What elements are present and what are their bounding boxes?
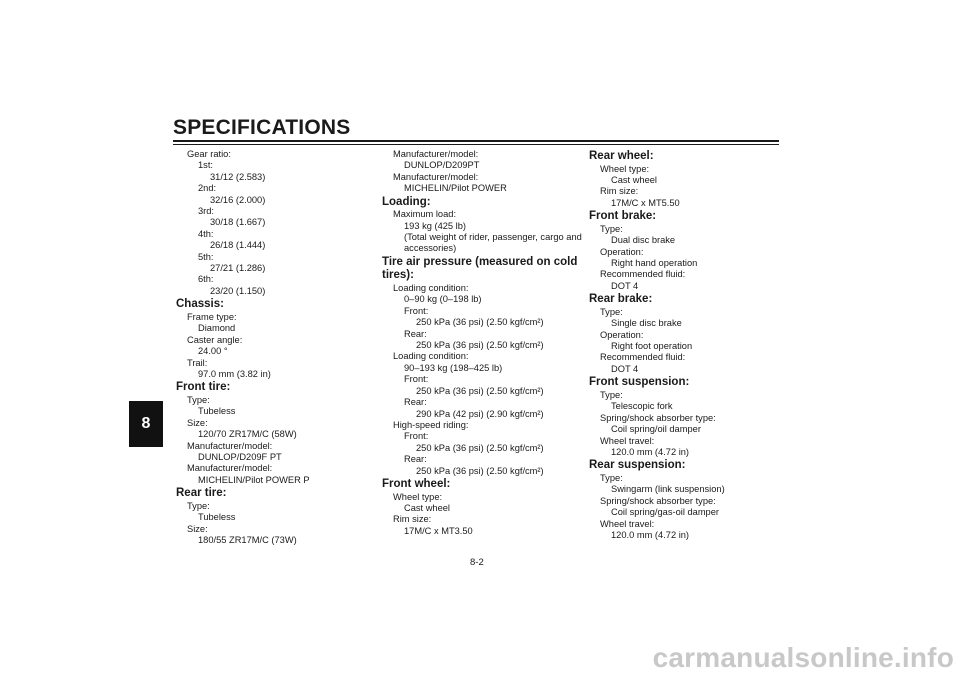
spec-column-2 [382,149,587,537]
spec-value: Front: [404,305,429,316]
spec-value: 1st: [198,160,213,171]
spec-label: Caster angle: [187,334,243,345]
title-rule-thin [173,144,779,145]
spec-value: Right foot operation [611,341,693,352]
spec-value: DOT 4 [611,363,639,374]
spec-value: Cast wheel [404,502,450,513]
section-heading: Tire air pressure (measured on cold tires): [382,255,578,282]
spec-label: Manufacturer/model: [187,440,273,451]
spec-value: Dual disc brake [611,235,676,246]
spec-label: Wheel travel: [600,435,655,446]
spec-value: DUNLOP/D209PT [404,160,480,171]
spec-label: Rim size: [600,186,639,197]
spec-value: 180/55 ZR17M/C (73W) [198,534,297,545]
spec-value: 97.0 mm (3.82 in) [198,368,271,379]
spec-label: Frame type: [187,311,237,322]
spec-value: Right hand operation [611,258,698,269]
spec-subvalue: 250 kPa (36 psi) (2.50 kgf/cm²) [416,317,544,328]
spec-value: 6th: [198,274,214,285]
spec-value: Front: [404,431,429,442]
spec-value: Rear: [404,454,427,465]
spec-subvalue: 27/21 (1.286) [210,263,266,274]
spec-value: 193 kg (425 lb) [404,220,467,231]
spec-label: Size: [187,523,208,534]
spec-label: Trail: [187,357,208,368]
spec-subvalue: 23/20 (1.150) [210,285,266,296]
spec-subvalue: 250 kPa (36 psi) (2.50 kgf/cm²) [416,465,544,476]
spec-label: Manufacturer/model: [187,463,273,474]
spec-subvalue: 31/12 (2.583) [210,171,266,182]
section-heading: Loading: [382,195,431,208]
spec-value: 24.00 ° [198,346,228,357]
spec-label: Type: [600,472,623,483]
spec-value: 0–90 kg (0–198 lb) [404,294,482,305]
spec-value: Telescopic fork [611,401,673,412]
spec-subvalue: 26/18 (1.444) [210,240,266,251]
watermark: carmanualsonline.info [652,642,954,673]
spec-label: Recommended fluid: [600,269,686,280]
spec-value: 5th: [198,251,214,262]
spec-value: 90–193 kg (198–425 lb) [404,362,503,373]
chapter-tab: 8 [129,401,163,447]
spec-value: Front: [404,374,429,385]
spec-value: DUNLOP/D209F PT [198,451,282,462]
spec-value: (Total weight of rider, passenger, cargo and accessories) [404,232,582,254]
spec-value: Single disc brake [611,318,682,329]
spec-value: 4th: [198,228,214,239]
spec-value: 120/70 ZR17M/C (58W) [198,429,297,440]
spec-label: Operation: [600,329,644,340]
section-heading: Rear tire: [176,487,227,500]
spec-value: 120.0 mm (4.72 in) [611,529,690,540]
spec-value: Swingarm (link suspension) [611,484,725,495]
section-heading: Front wheel: [382,477,451,490]
spec-column-3 [589,149,789,541]
spec-subvalue: 290 kPa (42 psi) (2.90 kgf/cm²) [416,408,544,419]
spec-label: Spring/shock absorber type: [600,495,716,506]
spec-value: Rear: [404,397,427,408]
spec-label: Loading condition: [393,351,469,362]
spec-label: Gear ratio: [187,149,231,159]
spec-label: Type: [600,223,623,234]
spec-label: Operation: [600,246,644,257]
title-rule-thick [173,140,779,142]
section-heading: Front suspension: [589,376,690,389]
spec-label: Wheel type: [600,163,650,174]
spec-label: Maximum load: [393,209,457,220]
spec-label: Size: [187,417,208,428]
spec-label: Type: [187,500,210,511]
spec-label: Loading condition: [393,283,469,294]
spec-label: Type: [600,389,623,400]
section-heading: Rear suspension: [589,459,686,472]
spec-label: Spring/shock absorber type: [600,412,716,423]
spec-label: Manufacturer/model: [393,149,479,159]
spec-value: 17M/C x MT5.50 [611,197,680,208]
spec-subvalue: 250 kPa (36 psi) (2.50 kgf/cm²) [416,442,544,453]
spec-subvalue: 32/16 (2.000) [210,194,266,205]
page-title: SPECIFICATIONS [173,116,351,139]
section-heading: Rear brake: [589,293,653,306]
section-heading: Rear wheel: [589,150,654,162]
spec-label: High-speed riding: [393,419,469,430]
spec-value: Coil spring/gas-oil damper [611,507,719,518]
spec-value: MICHELIN/Pilot POWER [404,183,507,194]
section-heading: Front tire: [176,381,231,394]
spec-value: 3rd: [198,206,215,217]
page-number: 8-2 [470,557,484,568]
spec-value: 120.0 mm (4.72 in) [611,446,690,457]
spec-value: 17M/C x MT3.50 [404,525,473,536]
spec-value: Diamond [198,323,236,334]
spec-value: DOT 4 [611,280,639,291]
spec-value: Tubeless [198,512,236,523]
spec-subvalue: 250 kPa (36 psi) (2.50 kgf/cm²) [416,340,544,351]
spec-label: Type: [600,306,623,317]
section-heading: Chassis: [176,298,224,311]
section-heading: Front brake: [589,210,657,223]
spec-label: Wheel type: [393,491,443,502]
spec-value: MICHELIN/Pilot POWER P [198,474,310,485]
spec-value: Coil spring/oil damper [611,424,701,435]
spec-label: Rim size: [393,514,432,525]
spec-value: Tubeless [198,406,236,417]
spec-value: Cast wheel [611,175,657,185]
spec-label: Type: [187,394,210,405]
spec-column-1 [176,149,376,546]
spec-label: Wheel travel: [600,518,655,529]
spec-subvalue: 250 kPa (36 psi) (2.50 kgf/cm²) [416,385,544,396]
spec-label: Manufacturer/model: [393,171,479,182]
spec-subvalue: 30/18 (1.667) [210,217,266,228]
spec-value: Rear: [404,328,427,339]
spec-label: Recommended fluid: [600,352,686,363]
spec-value: 2nd: [198,183,217,194]
